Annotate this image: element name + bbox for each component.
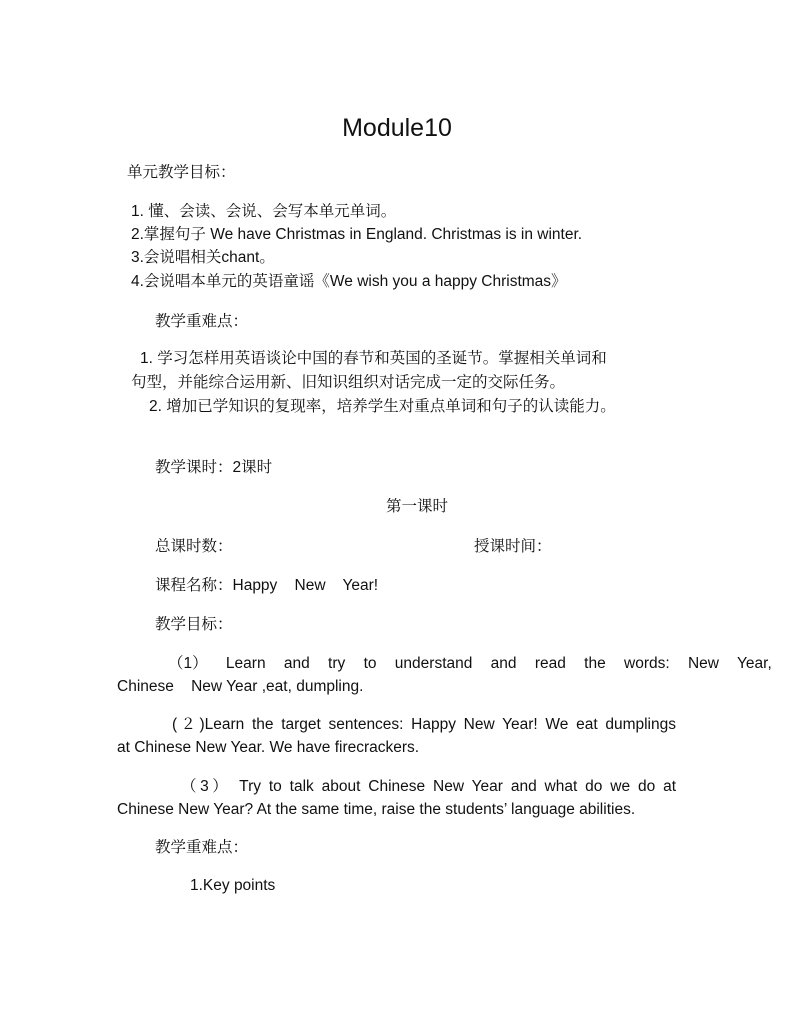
lesson-goal-2-line-2: at Chinese New Year. We have firecrackers. (117, 739, 420, 756)
lesson-goal-3-line-1: （3） Try to talk about Chinese New Year and what do we do at (181, 778, 676, 795)
lesson-goal-1-line-1: （1） Learn and try to understand and read the words: New Year, (168, 655, 772, 672)
lesson-key-point-1: 1.Key points (190, 877, 276, 894)
lesson-heading: 第一课时 (385, 498, 448, 515)
unit-goals-heading: 单元教学目标： (127, 164, 236, 181)
unit-key-point-2: 2. 增加已学知识的复现率，培养学生对重点单词和句子的认读能力。 (149, 398, 616, 415)
lesson-goals-heading: 教学目标： (155, 616, 233, 633)
unit-key-point-1-line-2: 句型，并能综合运用新、旧知识组织对话完成一定的交际任务。 (131, 374, 566, 391)
unit-goal-item-1: 1. 懂、会读、会说、会写本单元单词。 (131, 203, 397, 220)
unit-goal-item-2: 2.掌握句子 We have Christmas in England. Christmas is in winter. (131, 226, 583, 243)
document-title: Module10 (342, 114, 452, 142)
course-name: 课程名称：Happy New Year! (155, 577, 379, 594)
lesson-key-points-heading: 教学重难点： (155, 839, 249, 856)
unit-goal-item-4: 4.会说唱本单元的英语童谣《We wish you a happy Christmas》 (131, 273, 567, 290)
teaching-time-label: 授课时间： (474, 538, 552, 555)
unit-key-points-heading: 教学重难点： (155, 313, 249, 330)
unit-goal-item-3: 3.会说唱相关chant。 (131, 249, 275, 266)
lesson-goal-1-line-2: Chinese New Year ,eat, dumpling. (117, 678, 364, 695)
unit-key-point-1-line-1: 1. 学习怎样用英语谈论中国的春节和英国的圣诞节。掌握相关单词和 (140, 350, 607, 367)
total-hours-label: 总课时数： (155, 538, 233, 555)
lesson-goal-3-line-2: Chinese New Year? At the same time, raise the students’ language abilities. (117, 801, 636, 818)
teaching-hours: 教学课时：2课时 (155, 459, 273, 476)
lesson-goal-2-line-1: (２)Learn the target sentences: Happy New Year! We eat dumplings (172, 716, 676, 733)
